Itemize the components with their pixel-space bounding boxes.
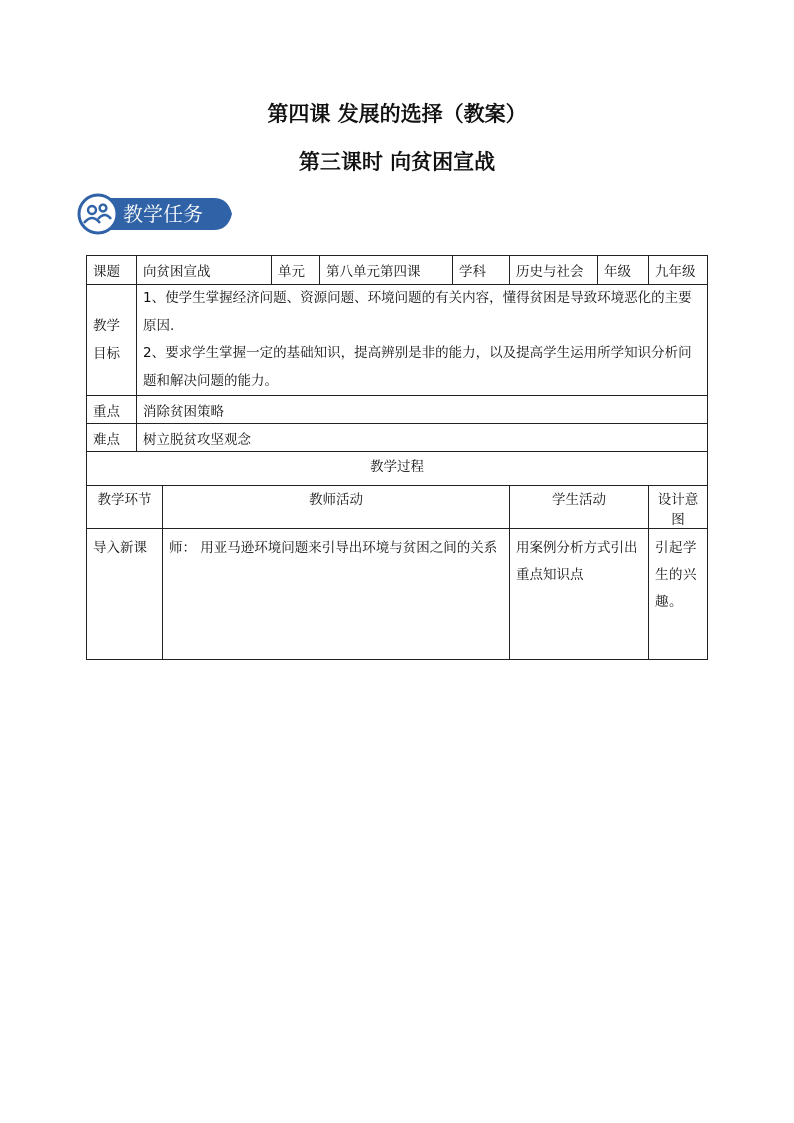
process-intent: 引起学生的兴趣。	[649, 529, 708, 660]
lesson-plan-table	[86, 255, 708, 660]
grade-label: 年级	[598, 256, 649, 285]
subject-value: 历史与社会	[510, 256, 598, 285]
process-header-row	[87, 452, 708, 486]
document-title: 第四课 发展的选择（教案）	[267, 101, 527, 126]
objectives-label	[87, 285, 137, 396]
objective-item: 1、使学生掌握经济问题、资源问题、环境问题的有关内容，懂得贫困是导致环境恶化的主要原因.	[143, 290, 692, 334]
process-stage: 导入新课	[87, 529, 163, 660]
difficulty-value: 树立脱贫攻坚观念	[137, 424, 708, 452]
process-header: 教学过程	[87, 452, 708, 486]
process-columns-row	[87, 486, 708, 529]
topic-value: 向贫困宣战	[137, 256, 272, 285]
key-point-row	[87, 396, 708, 424]
subject-label: 学科	[453, 256, 510, 285]
unit-label: 单元	[272, 256, 320, 285]
column-teacher: 教师活动	[163, 486, 510, 529]
process-teacher: 师： 用亚马逊环境问题来引导出环境与贫困之间的关系	[163, 529, 510, 660]
topic-label: 课题	[87, 256, 137, 285]
key-point-label: 重点	[87, 396, 137, 424]
objectives-content	[137, 285, 708, 396]
lesson-subtitle: 第三课时 向贫困宣战	[298, 149, 496, 174]
section-banner	[76, 192, 236, 236]
objectives-label-line-1: 教学	[93, 318, 120, 334]
column-student: 学生活动	[510, 486, 649, 529]
column-stage: 教学环节	[87, 486, 163, 529]
info-row	[87, 256, 708, 285]
process-row	[87, 529, 708, 660]
objective-item: 2、要求学生掌握一定的基础知识，提高辨别是非的能力，以及提高学生运用所学知识分析问题和解决问题的能力。	[143, 345, 692, 389]
grade-value: 九年级	[649, 256, 708, 285]
column-intent: 设计意图	[649, 486, 708, 529]
objectives-row	[87, 285, 708, 396]
process-student: 用案例分析方式引出重点知识点	[510, 529, 649, 660]
difficulty-row	[87, 424, 708, 452]
difficulty-label: 难点	[87, 424, 137, 452]
unit-value: 第八单元第四课	[320, 256, 453, 285]
section-banner-label: 教学任务	[123, 202, 203, 226]
objectives-label-line-2: 目标	[93, 346, 120, 362]
key-point-value: 消除贫困策略	[137, 396, 708, 424]
